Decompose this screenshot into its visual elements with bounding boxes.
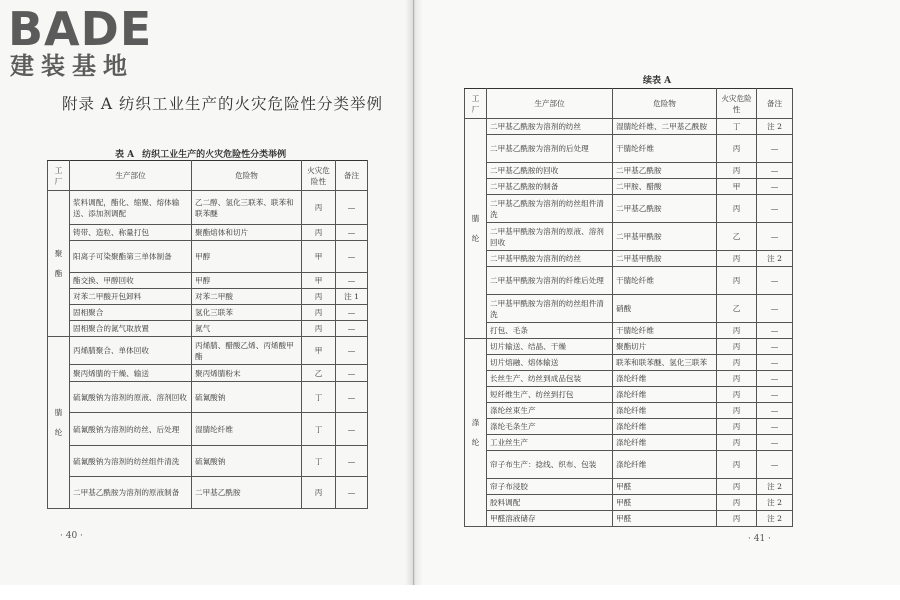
table-row bbox=[48, 321, 368, 337]
fire-hazard-cell: 丙 bbox=[717, 267, 757, 295]
area-cell: 帘子布浸胶 bbox=[487, 479, 613, 495]
area-cell: 铸带、造粒、称量打包 bbox=[70, 225, 192, 241]
table-row bbox=[48, 225, 368, 241]
remark-cell: — bbox=[336, 305, 368, 321]
table-row bbox=[465, 251, 793, 267]
fire-hazard-cell: 丁 bbox=[302, 382, 336, 413]
table-row bbox=[465, 195, 793, 223]
table-row bbox=[465, 419, 793, 435]
header-plant: 工厂 bbox=[48, 161, 70, 191]
header-area: 生产部位 bbox=[487, 89, 613, 119]
fire-hazard-cell: 乙 bbox=[717, 295, 757, 323]
hazard-cell: 干腈纶纤维 bbox=[613, 323, 717, 339]
appendix-title: 附录 A 纺织工业生产的火灾危险性分类举例 bbox=[62, 95, 384, 113]
remark-cell: — bbox=[336, 225, 368, 241]
plant-cell bbox=[48, 337, 70, 509]
hazard-cell: 涤纶纤维 bbox=[613, 435, 717, 451]
area-cell: 二甲基乙酰胺的制备 bbox=[487, 179, 613, 195]
fire-hazard-cell: 丙 bbox=[717, 371, 757, 387]
remark-cell: — bbox=[757, 323, 793, 339]
fire-hazard-cell: 甲 bbox=[717, 179, 757, 195]
fire-hazard-cell: 丙 bbox=[302, 191, 336, 225]
fire-hazard-cell: 丙 bbox=[717, 163, 757, 179]
area-cell: 短纤维生产、纺丝到打包 bbox=[487, 387, 613, 403]
remark-cell: — bbox=[336, 321, 368, 337]
area-cell: 二甲基甲酰胺为溶剂的纤维后处理 bbox=[487, 267, 613, 295]
fire-hazard-cell: 丙 bbox=[302, 289, 336, 305]
fire-hazard-cell: 丙 bbox=[717, 339, 757, 355]
table-row bbox=[465, 403, 793, 419]
table-row bbox=[465, 435, 793, 451]
left-table-caption bbox=[115, 147, 286, 160]
right-hazard-table bbox=[464, 88, 793, 527]
table-row bbox=[48, 289, 368, 305]
area-cell: 帘子布生产：捻线、织布、包装 bbox=[487, 451, 613, 479]
fire-hazard-cell: 甲 bbox=[302, 337, 336, 365]
hazard-cell: 甲醇 bbox=[192, 241, 302, 273]
hazard-cell: 二甲基乙酰胺 bbox=[613, 195, 717, 223]
remark-cell: — bbox=[757, 163, 793, 179]
area-cell: 二甲基乙酰胺为溶剂的纺丝 bbox=[487, 119, 613, 135]
plant-cell bbox=[465, 339, 487, 527]
area-cell: 对苯二甲酸开包卸料 bbox=[70, 289, 192, 305]
logo bbox=[8, 4, 178, 84]
table-row bbox=[48, 365, 368, 382]
fire-hazard-cell: 甲 bbox=[302, 241, 336, 273]
table-row bbox=[465, 119, 793, 135]
area-cell: 二甲基乙酰胺的回收 bbox=[487, 163, 613, 179]
fire-hazard-cell: 丁 bbox=[302, 413, 336, 446]
area-cell: 切片输送、结晶、干燥 bbox=[487, 339, 613, 355]
hazard-cell: 涤纶纤维 bbox=[613, 403, 717, 419]
table-row bbox=[465, 355, 793, 371]
remark-cell: — bbox=[757, 267, 793, 295]
header-plant: 工厂 bbox=[465, 89, 487, 119]
fire-hazard-cell: 乙 bbox=[717, 223, 757, 251]
area-cell: 切片熔融、熔体输送 bbox=[487, 355, 613, 371]
hazard-cell: 聚酯切片 bbox=[613, 339, 717, 355]
remark-cell: — bbox=[336, 337, 368, 365]
table-row bbox=[465, 179, 793, 195]
left-hazard-table bbox=[47, 160, 368, 509]
right-table-caption: 续表 A bbox=[642, 76, 672, 86]
hazard-cell: 硝酸 bbox=[613, 295, 717, 323]
area-cell: 胶料调配 bbox=[487, 495, 613, 511]
fire-hazard-cell: 丙 bbox=[717, 495, 757, 511]
fire-hazard-cell: 丙 bbox=[717, 323, 757, 339]
area-cell: 涤纶毛条生产 bbox=[487, 419, 613, 435]
left-page bbox=[0, 0, 414, 600]
remark-cell: — bbox=[336, 191, 368, 225]
left-table-caption-label: 表 A bbox=[115, 150, 135, 160]
table-row bbox=[48, 305, 368, 321]
area-cell: 二甲基乙酰胺为溶剂的原液制备 bbox=[70, 477, 192, 509]
area-cell: 固相聚合的氮气取放置 bbox=[70, 321, 192, 337]
table-row bbox=[465, 323, 793, 339]
remark-cell: 注 1 bbox=[336, 289, 368, 305]
table-row bbox=[465, 495, 793, 511]
table-row bbox=[465, 267, 793, 295]
table-row bbox=[48, 273, 368, 289]
header-hazard: 危险物 bbox=[613, 89, 717, 119]
area-cell: 二甲基乙酰胺为溶剂的纺丝组件清洗 bbox=[487, 195, 613, 223]
area-cell: 阳离子可染聚酯第三单体制备 bbox=[70, 241, 192, 273]
table-row bbox=[465, 135, 793, 163]
hazard-cell: 干腈纶纤维 bbox=[613, 267, 717, 295]
hazard-cell: 聚丙烯腈粉末 bbox=[192, 365, 302, 382]
table-row bbox=[48, 241, 368, 273]
remark-cell: 注 2 bbox=[757, 495, 793, 511]
remark-cell: — bbox=[757, 451, 793, 479]
area-cell: 硫氰酸钠为溶剂的纺丝组件清洗 bbox=[70, 446, 192, 477]
area-cell: 二甲基甲酰胺为溶剂的纺丝组件清洗 bbox=[487, 295, 613, 323]
plant-label: 腈 纶 bbox=[471, 213, 480, 243]
area-cell: 硫氰酸钠为溶剂的纺丝、后处理 bbox=[70, 413, 192, 446]
remark-cell: — bbox=[336, 365, 368, 382]
remark-cell: 注 2 bbox=[757, 479, 793, 495]
table-row bbox=[48, 191, 368, 225]
hazard-cell: 二甲基乙酰胺 bbox=[192, 477, 302, 509]
area-cell: 丙烯腈聚合、单体回收 bbox=[70, 337, 192, 365]
hazard-cell: 甲醛 bbox=[613, 495, 717, 511]
remark-cell: — bbox=[336, 477, 368, 509]
remark-cell: — bbox=[757, 403, 793, 419]
fire-hazard-cell: 丙 bbox=[717, 355, 757, 371]
area-cell: 聚丙烯腈的干燥、输送 bbox=[70, 365, 192, 382]
remark-cell: — bbox=[757, 387, 793, 403]
hazard-cell: 湿腈纶纤维 bbox=[192, 413, 302, 446]
fire-hazard-cell: 丙 bbox=[717, 511, 757, 527]
hazard-cell: 二甲基甲酰胺 bbox=[613, 223, 717, 251]
fire-hazard-cell: 丙 bbox=[717, 451, 757, 479]
fire-hazard-cell: 丙 bbox=[302, 477, 336, 509]
fire-hazard-cell: 丙 bbox=[717, 135, 757, 163]
table-row bbox=[48, 337, 368, 365]
area-cell: 硫氰酸钠为溶剂的原液、溶剂回收 bbox=[70, 382, 192, 413]
page-number-left: · 40 · bbox=[60, 531, 83, 541]
table-row bbox=[48, 382, 368, 413]
fire-hazard-cell: 丁 bbox=[302, 446, 336, 477]
right-table-body bbox=[465, 119, 793, 527]
remark-cell: — bbox=[336, 446, 368, 477]
fire-hazard-cell: 丙 bbox=[717, 479, 757, 495]
remark-cell: — bbox=[757, 223, 793, 251]
area-cell: 打包、毛条 bbox=[487, 323, 613, 339]
fire-hazard-cell: 乙 bbox=[302, 365, 336, 382]
plant-cell bbox=[48, 191, 70, 337]
table-row bbox=[465, 451, 793, 479]
header-fire-hazard: 火灾危险性 bbox=[302, 161, 336, 191]
hazard-cell: 二甲胺、醋酸 bbox=[613, 179, 717, 195]
remark-cell: 注 2 bbox=[757, 511, 793, 527]
hazard-cell: 甲醛 bbox=[613, 479, 717, 495]
hazard-cell: 对苯二甲酸 bbox=[192, 289, 302, 305]
hazard-cell: 涤纶纤维 bbox=[613, 387, 717, 403]
remark-cell: — bbox=[757, 135, 793, 163]
area-cell: 二甲基乙酰胺为溶剂的后处理 bbox=[487, 135, 613, 163]
fire-hazard-cell: 丙 bbox=[717, 195, 757, 223]
remark-cell: — bbox=[757, 419, 793, 435]
fire-hazard-cell: 丙 bbox=[717, 419, 757, 435]
book-gutter bbox=[405, 0, 423, 600]
hazard-cell: 涤纶纤维 bbox=[613, 419, 717, 435]
plant-label: 聚 酯 bbox=[54, 248, 63, 278]
plant-cell bbox=[465, 119, 487, 339]
hazard-cell: 二甲基甲酰胺 bbox=[613, 251, 717, 267]
fire-hazard-cell: 丙 bbox=[302, 225, 336, 241]
table-row bbox=[48, 446, 368, 477]
plant-label: 涤 纶 bbox=[471, 417, 480, 447]
hazard-cell: 硫氰酸钠 bbox=[192, 382, 302, 413]
table-row bbox=[465, 163, 793, 179]
header-remark: 备注 bbox=[757, 89, 793, 119]
table-row bbox=[465, 223, 793, 251]
hazard-cell: 涤纶纤维 bbox=[613, 451, 717, 479]
remark-cell: — bbox=[757, 371, 793, 387]
area-cell: 二甲基甲酰胺为溶剂的原液、溶剂回收 bbox=[487, 223, 613, 251]
hazard-cell: 甲醛 bbox=[613, 511, 717, 527]
header-remark: 备注 bbox=[336, 161, 368, 191]
remark-cell: — bbox=[336, 382, 368, 413]
header-hazard: 危险物 bbox=[192, 161, 302, 191]
left-table-caption-text: 纺织工业生产的火灾危险性分类举例 bbox=[142, 150, 287, 160]
hazard-cell: 湿腈纶纤维、二甲基乙酰胺 bbox=[613, 119, 717, 135]
logo-text-en: BADE bbox=[8, 2, 153, 56]
remark-cell: — bbox=[757, 195, 793, 223]
hazard-cell: 硫氰酸钠 bbox=[192, 446, 302, 477]
fire-hazard-cell: 丙 bbox=[717, 403, 757, 419]
fire-hazard-cell: 丙 bbox=[717, 251, 757, 267]
remark-cell: — bbox=[757, 435, 793, 451]
fire-hazard-cell: 丁 bbox=[717, 119, 757, 135]
hazard-cell: 干腈纶纤维 bbox=[613, 135, 717, 163]
area-cell: 酯交换、甲醇回收 bbox=[70, 273, 192, 289]
remark-cell: — bbox=[336, 273, 368, 289]
table-row bbox=[465, 295, 793, 323]
fire-hazard-cell: 丙 bbox=[717, 387, 757, 403]
hazard-cell: 氢化三联苯 bbox=[192, 305, 302, 321]
table-row bbox=[465, 479, 793, 495]
area-cell: 工业丝生产 bbox=[487, 435, 613, 451]
remark-cell: — bbox=[336, 413, 368, 446]
table-row bbox=[48, 477, 368, 509]
remark-cell: 注 2 bbox=[757, 119, 793, 135]
hazard-cell: 聚酯熔体和切片 bbox=[192, 225, 302, 241]
hazard-cell: 乙二醇、氢化三联苯、联苯和联苯醚 bbox=[192, 191, 302, 225]
scan-margin bbox=[0, 585, 900, 600]
remark-cell: — bbox=[757, 339, 793, 355]
area-cell: 固相聚合 bbox=[70, 305, 192, 321]
table-row bbox=[48, 413, 368, 446]
hazard-cell: 氮气 bbox=[192, 321, 302, 337]
fire-hazard-cell: 丙 bbox=[717, 435, 757, 451]
remark-cell: — bbox=[336, 241, 368, 273]
hazard-cell: 甲醇 bbox=[192, 273, 302, 289]
fire-hazard-cell: 甲 bbox=[302, 273, 336, 289]
table-row bbox=[465, 371, 793, 387]
right-page bbox=[414, 0, 900, 600]
remark-cell: 注 2 bbox=[757, 251, 793, 267]
remark-cell: — bbox=[757, 355, 793, 371]
hazard-cell: 涤纶纤维 bbox=[613, 371, 717, 387]
logo-text-cn: 建装基地 bbox=[10, 52, 134, 80]
remark-cell: — bbox=[757, 179, 793, 195]
fire-hazard-cell: 丙 bbox=[302, 305, 336, 321]
plant-label: 腈 纶 bbox=[54, 407, 63, 437]
header-fire-hazard: 火灾危险性 bbox=[717, 89, 757, 119]
remark-cell: — bbox=[757, 295, 793, 323]
area-cell: 二甲基甲酰胺为溶剂的纺丝 bbox=[487, 251, 613, 267]
left-table-body bbox=[48, 191, 368, 509]
table-row bbox=[465, 339, 793, 355]
page-number-right: · 41 · bbox=[748, 534, 771, 544]
area-cell: 甲醛溶液储存 bbox=[487, 511, 613, 527]
header-area: 生产部位 bbox=[70, 161, 192, 191]
area-cell: 涤纶丝束生产 bbox=[487, 403, 613, 419]
fire-hazard-cell: 丙 bbox=[302, 321, 336, 337]
hazard-cell: 丙烯腈、醋酸乙烯、丙烯酸甲酯 bbox=[192, 337, 302, 365]
table-row bbox=[465, 387, 793, 403]
table-row bbox=[465, 511, 793, 527]
hazard-cell: 二甲基乙酰胺 bbox=[613, 163, 717, 179]
hazard-cell: 联苯和联苯醚、氢化三联苯 bbox=[613, 355, 717, 371]
area-cell: 浆料调配，酯化、缩聚、熔体输送、添加剂调配 bbox=[70, 191, 192, 225]
area-cell: 长丝生产、纺丝到成品包装 bbox=[487, 371, 613, 387]
